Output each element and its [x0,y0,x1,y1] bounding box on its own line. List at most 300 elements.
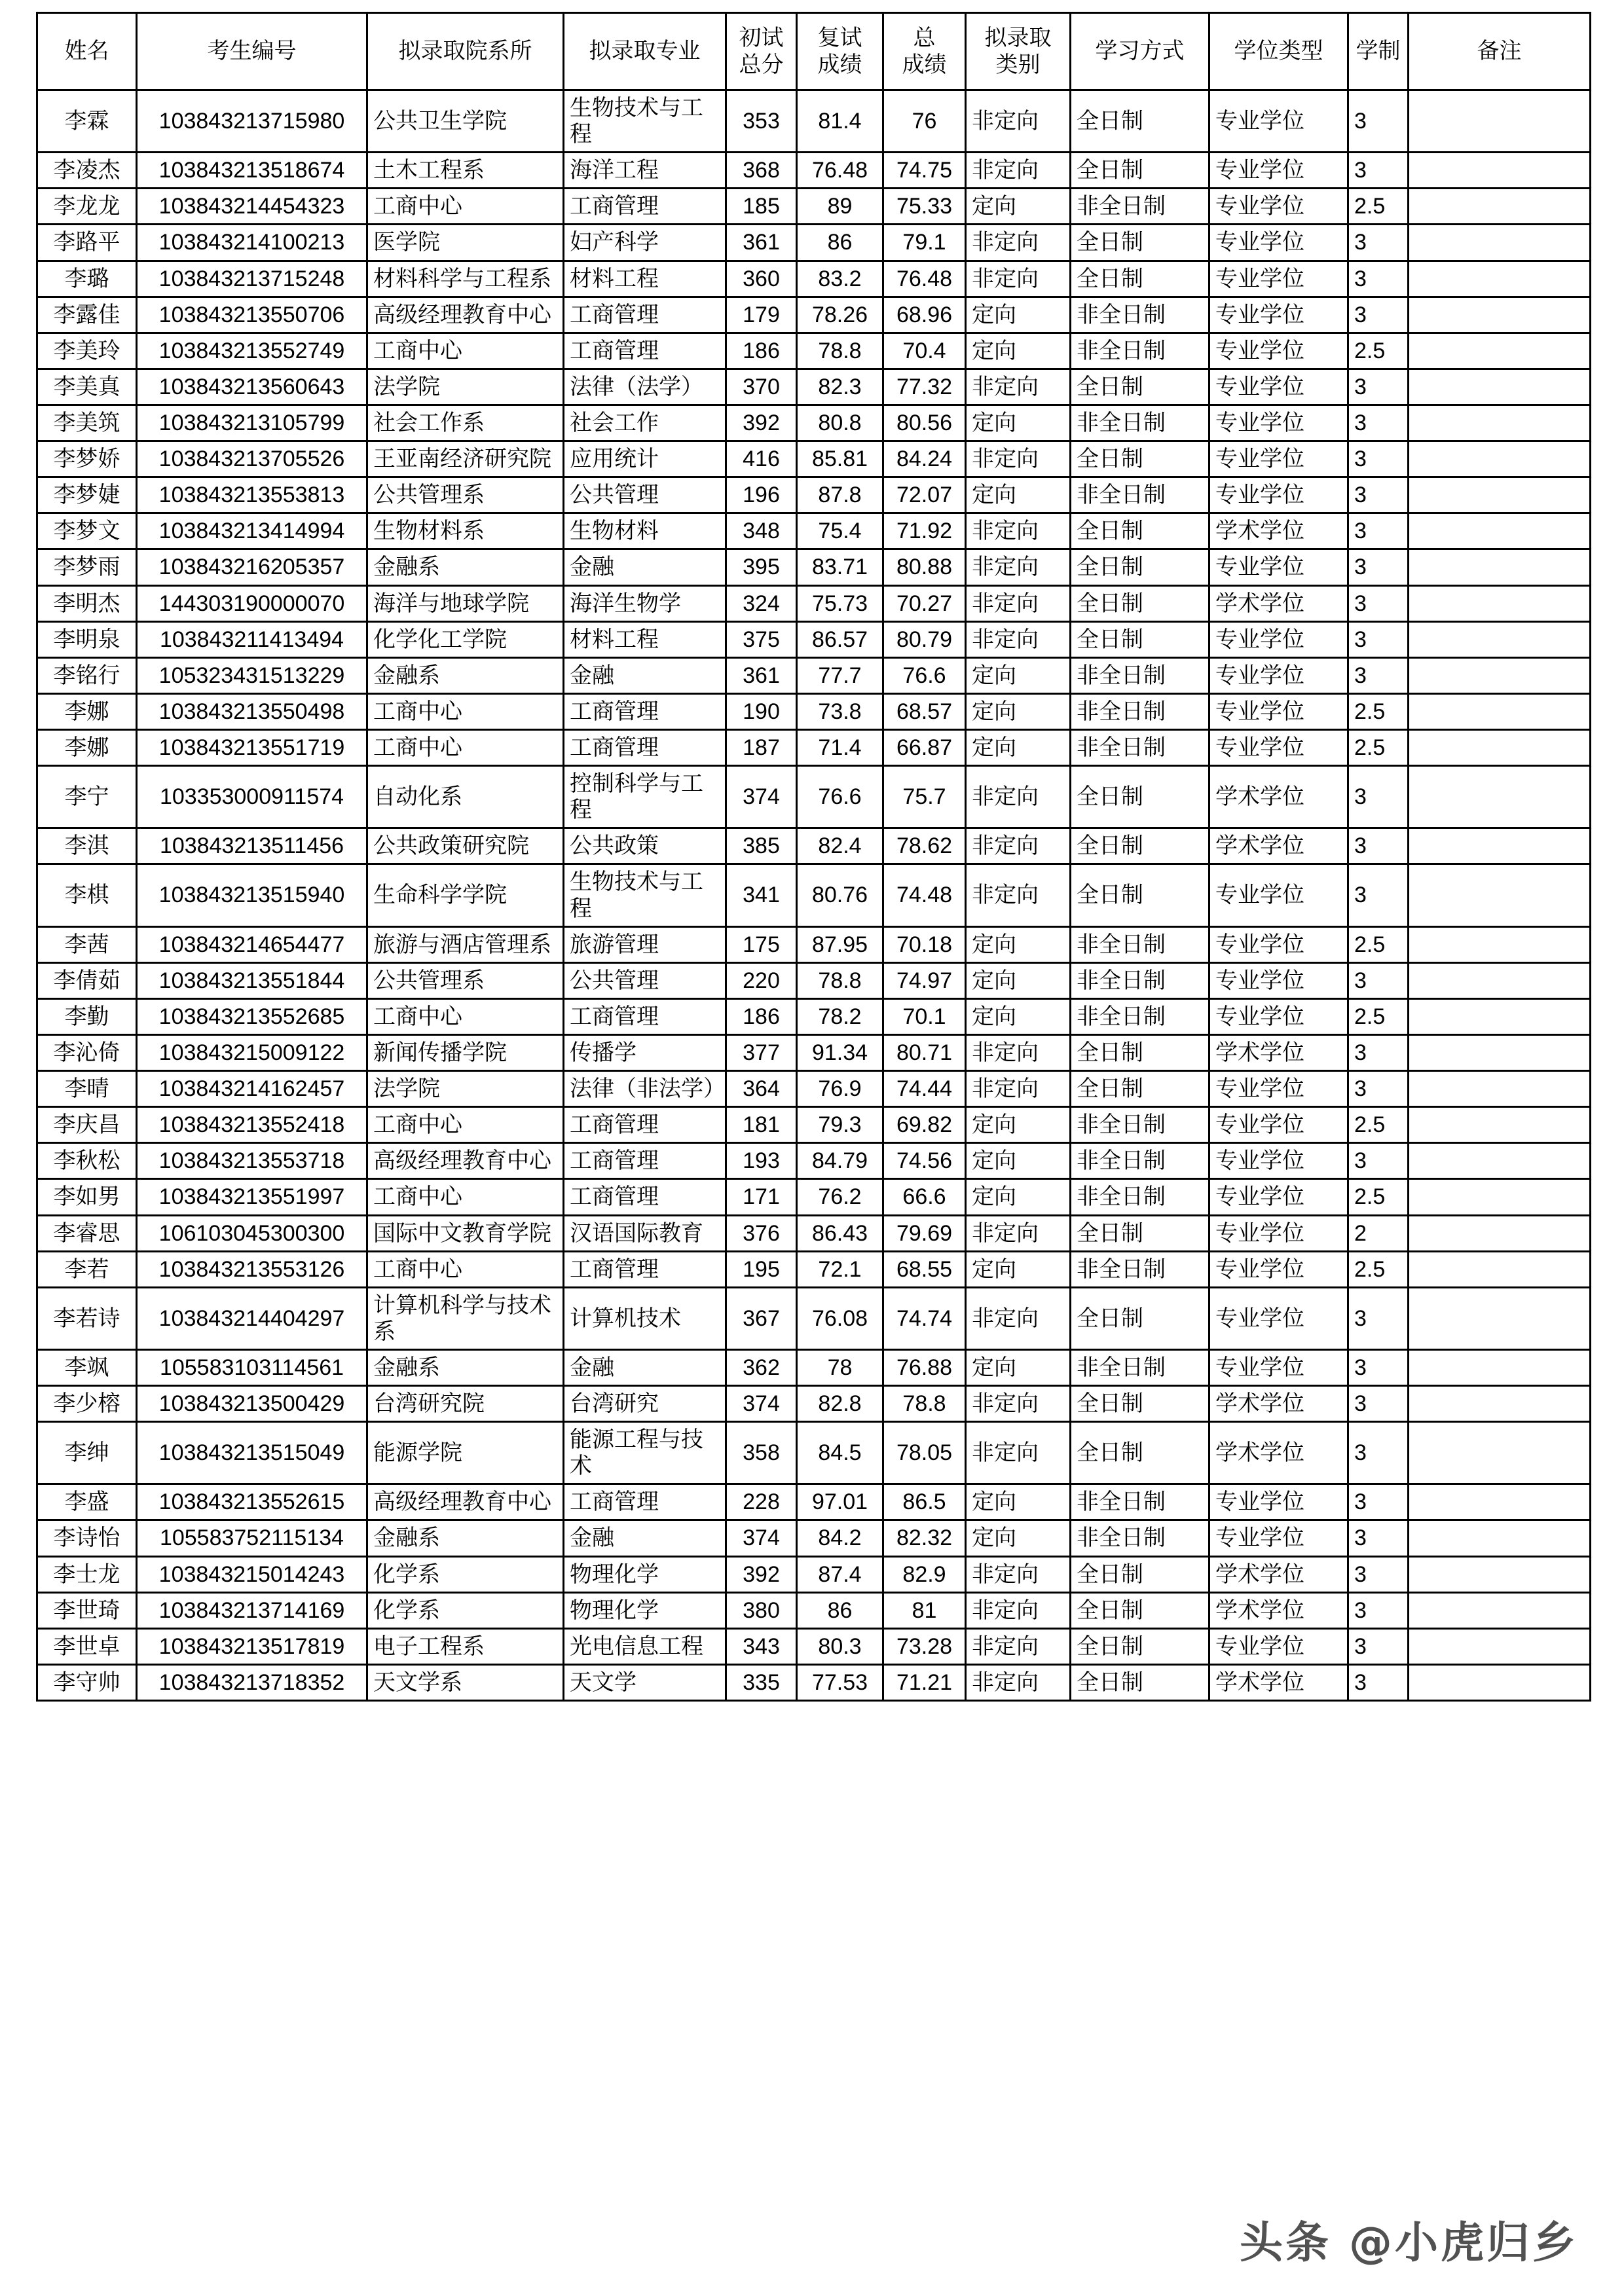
cell-name: 李梦娇 [37,441,137,477]
cell-duration: 3 [1348,1143,1409,1179]
cell-major: 工商管理 [564,189,726,225]
cell-duration: 2.5 [1348,693,1409,729]
table-row [37,369,1591,405]
cell-name: 李铭行 [37,657,137,693]
cell-department: 生物材料系 [367,513,564,549]
cell-degree-type: 学术学位 [1209,766,1348,828]
cell-name: 李露佳 [37,297,137,333]
cell-degree-type: 专业学位 [1209,926,1348,962]
cell-remark [1409,585,1591,621]
cell-degree-type: 学术学位 [1209,1422,1348,1484]
cell-total-score: 69.82 [883,1107,966,1143]
cell-remark [1409,1251,1591,1287]
header-duration: 学制 [1348,13,1409,90]
cell-name: 李美筑 [37,405,137,441]
cell-total-score: 71.21 [883,1664,966,1700]
cell-admission-type: 非定向 [966,621,1071,657]
cell-total-score: 77.32 [883,369,966,405]
cell-major: 汉语国际教育 [564,1215,726,1251]
cell-department: 公共政策研究院 [367,828,564,864]
cell-second-exam-score: 87.95 [797,926,883,962]
cell-total-score: 76.6 [883,657,966,693]
cell-first-exam-score: 370 [726,369,797,405]
cell-study-mode: 全日制 [1071,225,1209,261]
cell-admission-type: 非定向 [966,225,1071,261]
cell-degree-type: 学术学位 [1209,513,1348,549]
cell-candidate-id: 103843214454323 [137,189,367,225]
cell-degree-type: 专业学位 [1209,1628,1348,1664]
cell-department: 工商中心 [367,1107,564,1143]
cell-second-exam-score: 97.01 [797,1484,883,1520]
cell-major: 公共管理 [564,477,726,513]
cell-second-exam-score: 78.26 [797,297,883,333]
cell-duration: 3 [1348,477,1409,513]
cell-admission-type: 非定向 [966,1034,1071,1070]
cell-major: 工商管理 [564,1484,726,1520]
cell-candidate-id: 103843213511456 [137,828,367,864]
cell-name: 李宁 [37,766,137,828]
cell-candidate-id: 105583103114561 [137,1349,367,1385]
cell-department: 国际中文教育学院 [367,1215,564,1251]
cell-admission-type: 定向 [966,297,1071,333]
cell-duration: 3 [1348,153,1409,189]
cell-major: 传播学 [564,1034,726,1070]
cell-first-exam-score: 385 [726,828,797,864]
watermark: 头条 @小虎归乡 [1240,2217,1578,2268]
cell-remark [1409,998,1591,1034]
cell-major: 控制科学与工程 [564,766,726,828]
cell-degree-type: 学术学位 [1209,1592,1348,1628]
cell-total-score: 76.88 [883,1349,966,1385]
cell-name: 李娜 [37,729,137,765]
cell-second-exam-score: 77.53 [797,1664,883,1700]
cell-major: 法律（非法学） [564,1071,726,1107]
header-total-line1: 总 [913,26,936,51]
table-row [37,864,1591,926]
header-candidate-id: 考生编号 [137,13,367,90]
cell-candidate-id: 105583752115134 [137,1520,367,1556]
cell-name: 李璐 [37,261,137,297]
cell-admission-type: 定向 [966,333,1071,369]
cell-candidate-id: 103843213718352 [137,1664,367,1700]
cell-total-score: 70.27 [883,585,966,621]
cell-duration: 3 [1348,1034,1409,1070]
cell-major: 海洋工程 [564,153,726,189]
cell-degree-type: 学术学位 [1209,1556,1348,1592]
cell-remark [1409,405,1591,441]
table-row [37,1071,1591,1107]
cell-duration: 3 [1348,369,1409,405]
cell-remark [1409,1034,1591,1070]
cell-department: 法学院 [367,369,564,405]
cell-first-exam-score: 343 [726,1628,797,1664]
cell-total-score: 76 [883,90,966,153]
header-row [37,13,1591,90]
cell-name: 李倩茹 [37,962,137,998]
table-row [37,1592,1591,1628]
cell-major: 材料工程 [564,261,726,297]
cell-duration: 3 [1348,1556,1409,1592]
table-row [37,90,1591,153]
cell-study-mode: 非全日制 [1071,1484,1209,1520]
table-row [37,693,1591,729]
cell-second-exam-score: 80.3 [797,1628,883,1664]
cell-duration: 2.5 [1348,189,1409,225]
cell-first-exam-score: 228 [726,1484,797,1520]
cell-admission-type: 非定向 [966,153,1071,189]
cell-study-mode: 全日制 [1071,369,1209,405]
cell-duration: 3 [1348,405,1409,441]
cell-major: 金融 [564,657,726,693]
cell-major: 生物技术与工程 [564,864,726,926]
cell-second-exam-score: 85.81 [797,441,883,477]
cell-first-exam-score: 380 [726,1592,797,1628]
cell-degree-type: 专业学位 [1209,405,1348,441]
cell-second-exam-score: 81.4 [797,90,883,153]
table-row [37,998,1591,1034]
cell-total-score: 72.07 [883,477,966,513]
cell-first-exam-score: 193 [726,1143,797,1179]
cell-second-exam-score: 75.4 [797,513,883,549]
cell-total-score: 78.05 [883,1422,966,1484]
table-row [37,962,1591,998]
cell-duration: 3 [1348,1628,1409,1664]
header-admission-type-line1: 拟录取 [984,26,1052,51]
table-row [37,1034,1591,1070]
cell-first-exam-score: 367 [726,1287,797,1349]
cell-candidate-id: 103843213517819 [137,1628,367,1664]
cell-total-score: 66.87 [883,729,966,765]
cell-department: 金融系 [367,1520,564,1556]
cell-study-mode: 非全日制 [1071,962,1209,998]
header-name: 姓名 [37,13,137,90]
cell-remark [1409,189,1591,225]
cell-major: 工商管理 [564,693,726,729]
cell-candidate-id: 103843214100213 [137,225,367,261]
cell-name: 李晴 [37,1071,137,1107]
cell-first-exam-score: 181 [726,1107,797,1143]
cell-name: 李棋 [37,864,137,926]
cell-degree-type: 专业学位 [1209,1287,1348,1349]
cell-remark [1409,1422,1591,1484]
cell-major: 光电信息工程 [564,1628,726,1664]
cell-total-score: 68.96 [883,297,966,333]
cell-candidate-id: 103353000911574 [137,766,367,828]
cell-duration: 2.5 [1348,333,1409,369]
cell-major: 工商管理 [564,333,726,369]
cell-first-exam-score: 171 [726,1179,797,1215]
cell-second-exam-score: 72.1 [797,1251,883,1287]
cell-first-exam-score: 185 [726,189,797,225]
cell-candidate-id: 103843213715248 [137,261,367,297]
cell-major: 旅游管理 [564,926,726,962]
cell-first-exam-score: 358 [726,1422,797,1484]
cell-study-mode: 全日制 [1071,1071,1209,1107]
header-major: 拟录取专业 [564,13,726,90]
cell-second-exam-score: 86.43 [797,1215,883,1251]
cell-candidate-id: 103843213414994 [137,513,367,549]
table-row [37,405,1591,441]
cell-admission-type: 非定向 [966,513,1071,549]
cell-candidate-id: 103843213552685 [137,998,367,1034]
cell-first-exam-score: 186 [726,998,797,1034]
cell-degree-type: 专业学位 [1209,1179,1348,1215]
cell-candidate-id: 103843213553813 [137,477,367,513]
cell-remark [1409,513,1591,549]
cell-first-exam-score: 375 [726,621,797,657]
table-row [37,1386,1591,1422]
cell-candidate-id: 103843213550498 [137,693,367,729]
cell-name: 李若诗 [37,1287,137,1349]
cell-department: 土木工程系 [367,153,564,189]
cell-admission-type: 定向 [966,962,1071,998]
cell-major: 工商管理 [564,729,726,765]
cell-major: 工商管理 [564,998,726,1034]
table-row [37,1107,1591,1143]
cell-first-exam-score: 195 [726,1251,797,1287]
cell-name: 李美玲 [37,333,137,369]
cell-remark [1409,1107,1591,1143]
cell-degree-type: 专业学位 [1209,90,1348,153]
cell-department: 工商中心 [367,729,564,765]
admission-table-sheet [36,12,1589,1702]
cell-total-score: 71.92 [883,513,966,549]
cell-total-score: 74.44 [883,1071,966,1107]
cell-total-score: 82.32 [883,1520,966,1556]
cell-remark [1409,1592,1591,1628]
cell-department: 海洋与地球学院 [367,585,564,621]
table-row [37,621,1591,657]
cell-duration: 3 [1348,1664,1409,1700]
table-row [37,1628,1591,1664]
cell-degree-type: 专业学位 [1209,621,1348,657]
header-second-exam-line2: 成绩 [817,52,862,77]
cell-department: 法学院 [367,1071,564,1107]
table-row [37,261,1591,297]
cell-remark [1409,441,1591,477]
cell-major: 工商管理 [564,1179,726,1215]
cell-duration: 3 [1348,297,1409,333]
admission-table [36,12,1591,1702]
cell-first-exam-score: 392 [726,1556,797,1592]
cell-second-exam-score: 71.4 [797,729,883,765]
cell-study-mode: 非全日制 [1071,1251,1209,1287]
cell-degree-type: 专业学位 [1209,1520,1348,1556]
table-row [37,513,1591,549]
cell-admission-type: 非定向 [966,585,1071,621]
cell-admission-type: 非定向 [966,441,1071,477]
cell-major: 应用统计 [564,441,726,477]
cell-department: 旅游与酒店管理系 [367,926,564,962]
header-first-exam-line1: 初试 [739,26,784,51]
cell-major: 金融 [564,1520,726,1556]
cell-major: 生物材料 [564,513,726,549]
cell-remark [1409,153,1591,189]
cell-department: 工商中心 [367,1179,564,1215]
header-study-mode: 学习方式 [1071,13,1209,90]
header-degree-type: 学位类型 [1209,13,1348,90]
table-row [37,1484,1591,1520]
cell-second-exam-score: 87.8 [797,477,883,513]
cell-name: 李淇 [37,828,137,864]
cell-degree-type: 专业学位 [1209,1071,1348,1107]
cell-name: 李明泉 [37,621,137,657]
cell-first-exam-score: 348 [726,513,797,549]
cell-major: 生物技术与工程 [564,90,726,153]
cell-candidate-id: 103843215014243 [137,1556,367,1592]
cell-first-exam-score: 416 [726,441,797,477]
table-row [37,926,1591,962]
table-row [37,1556,1591,1592]
cell-duration: 2.5 [1348,729,1409,765]
cell-admission-type: 定向 [966,998,1071,1034]
cell-first-exam-score: 186 [726,333,797,369]
cell-duration: 3 [1348,1386,1409,1422]
cell-study-mode: 全日制 [1071,153,1209,189]
cell-admission-type: 定向 [966,1107,1071,1143]
table-row [37,1143,1591,1179]
cell-admission-type: 定向 [966,1484,1071,1520]
cell-admission-type: 非定向 [966,369,1071,405]
cell-admission-type: 非定向 [966,766,1071,828]
cell-second-exam-score: 87.4 [797,1556,883,1592]
cell-total-score: 76.48 [883,261,966,297]
cell-first-exam-score: 395 [726,549,797,585]
cell-remark [1409,1664,1591,1700]
cell-total-score: 70.4 [883,333,966,369]
cell-second-exam-score: 78.8 [797,333,883,369]
cell-total-score: 73.28 [883,1628,966,1664]
cell-duration: 3 [1348,549,1409,585]
table-body [37,90,1591,1701]
cell-study-mode: 非全日制 [1071,729,1209,765]
cell-admission-type: 定向 [966,1179,1071,1215]
cell-candidate-id: 103843211413494 [137,621,367,657]
cell-remark [1409,828,1591,864]
cell-department: 材料科学与工程系 [367,261,564,297]
cell-name: 李秋松 [37,1143,137,1179]
cell-admission-type: 非定向 [966,828,1071,864]
cell-first-exam-score: 187 [726,729,797,765]
cell-name: 李勤 [37,998,137,1034]
cell-degree-type: 专业学位 [1209,1251,1348,1287]
cell-admission-type: 非定向 [966,261,1071,297]
cell-total-score: 80.79 [883,621,966,657]
table-row [37,333,1591,369]
cell-candidate-id: 103843213553718 [137,1143,367,1179]
cell-candidate-id: 103843213705526 [137,441,367,477]
cell-total-score: 74.56 [883,1143,966,1179]
table-row [37,441,1591,477]
cell-first-exam-score: 362 [726,1349,797,1385]
cell-candidate-id: 103843215009122 [137,1034,367,1070]
cell-second-exam-score: 80.76 [797,864,883,926]
cell-duration: 3 [1348,1287,1409,1349]
cell-remark [1409,1179,1591,1215]
cell-study-mode: 非全日制 [1071,1143,1209,1179]
table-row [37,153,1591,189]
cell-candidate-id: 103843213552418 [137,1107,367,1143]
cell-duration: 3 [1348,1520,1409,1556]
cell-degree-type: 学术学位 [1209,1034,1348,1070]
cell-duration: 2.5 [1348,926,1409,962]
cell-degree-type: 专业学位 [1209,657,1348,693]
cell-department: 医学院 [367,225,564,261]
cell-degree-type: 专业学位 [1209,369,1348,405]
cell-degree-type: 专业学位 [1209,864,1348,926]
cell-first-exam-score: 368 [726,153,797,189]
header-total-score [883,13,966,90]
cell-remark [1409,1628,1591,1664]
cell-candidate-id: 103843213551997 [137,1179,367,1215]
cell-major: 金融 [564,549,726,585]
cell-candidate-id: 103843214162457 [137,1071,367,1107]
cell-degree-type: 专业学位 [1209,189,1348,225]
cell-second-exam-score: 76.6 [797,766,883,828]
cell-duration: 2.5 [1348,1179,1409,1215]
cell-second-exam-score: 82.3 [797,369,883,405]
cell-candidate-id: 103843214404297 [137,1287,367,1349]
cell-degree-type: 专业学位 [1209,1349,1348,1385]
cell-total-score: 80.71 [883,1034,966,1070]
cell-first-exam-score: 364 [726,1071,797,1107]
cell-remark [1409,766,1591,828]
cell-degree-type: 专业学位 [1209,1484,1348,1520]
cell-total-score: 74.48 [883,864,966,926]
cell-name: 李如男 [37,1179,137,1215]
cell-candidate-id: 103843213714169 [137,1592,367,1628]
cell-candidate-id: 105323431513229 [137,657,367,693]
cell-study-mode: 非全日制 [1071,297,1209,333]
cell-second-exam-score: 86 [797,1592,883,1628]
cell-major: 物理化学 [564,1592,726,1628]
cell-admission-type: 非定向 [966,1071,1071,1107]
cell-study-mode: 非全日制 [1071,1107,1209,1143]
cell-major: 公共政策 [564,828,726,864]
cell-study-mode: 非全日制 [1071,477,1209,513]
cell-duration: 3 [1348,1422,1409,1484]
cell-remark [1409,1143,1591,1179]
cell-second-exam-score: 89 [797,189,883,225]
cell-second-exam-score: 86.57 [797,621,883,657]
cell-major: 计算机技术 [564,1287,726,1349]
cell-second-exam-score: 82.4 [797,828,883,864]
cell-name: 李龙龙 [37,189,137,225]
cell-admission-type: 非定向 [966,1422,1071,1484]
cell-total-score: 74.97 [883,962,966,998]
cell-department: 生命科学学院 [367,864,564,926]
cell-total-score: 70.18 [883,926,966,962]
cell-remark [1409,1287,1591,1349]
cell-duration: 3 [1348,585,1409,621]
cell-study-mode: 全日制 [1071,1628,1209,1664]
cell-duration: 2.5 [1348,1251,1409,1287]
cell-second-exam-score: 76.48 [797,153,883,189]
cell-duration: 2.5 [1348,1107,1409,1143]
cell-candidate-id: 103843213500429 [137,1386,367,1422]
cell-first-exam-score: 361 [726,657,797,693]
cell-duration: 3 [1348,225,1409,261]
cell-study-mode: 全日制 [1071,513,1209,549]
cell-name: 李盛 [37,1484,137,1520]
table-row [37,189,1591,225]
cell-second-exam-score: 76.08 [797,1287,883,1349]
cell-name: 李士龙 [37,1556,137,1592]
cell-total-score: 79.1 [883,225,966,261]
cell-department: 计算机科学与技术系 [367,1287,564,1349]
cell-second-exam-score: 86 [797,225,883,261]
cell-remark [1409,225,1591,261]
